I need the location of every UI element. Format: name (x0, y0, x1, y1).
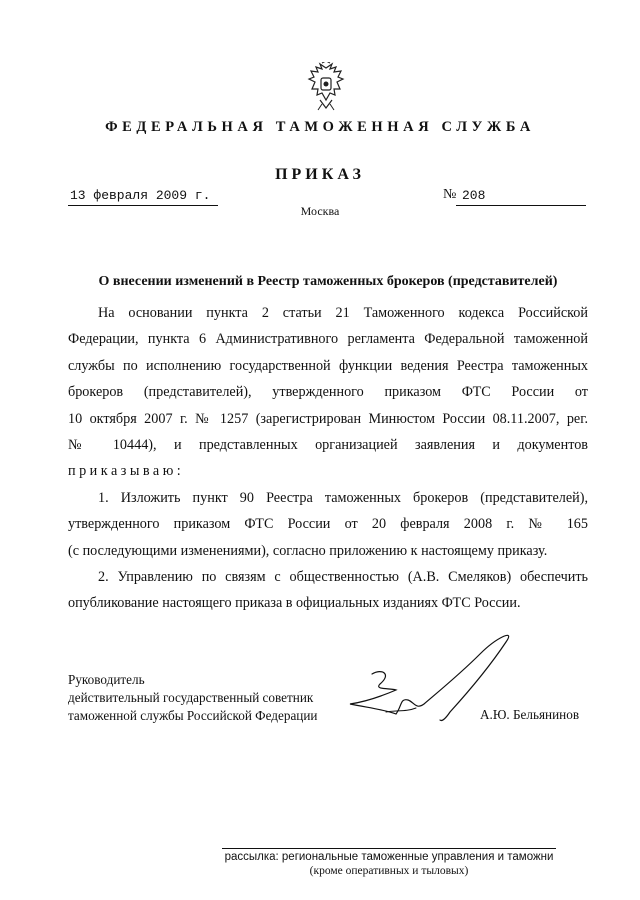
mailing-list-line-2: (кроме оперативных и тыловых) (309, 865, 469, 877)
signature-title-line-1: Руководитель (68, 672, 145, 687)
body-line: опубликование настоящего приказа в официальных изданиях ФТС России. (68, 595, 521, 611)
body-line: брокеров (представителей), утвержденного приказом ФТС России от (68, 384, 588, 400)
body-line: 10 октября 2007 г. № 1257 (зарегистрирован Минюстом России 08.11.2007, рег. (68, 411, 588, 427)
signer-name: А.Ю. Бельянинов (480, 707, 580, 722)
body-line: службы по исполнению государственной функции ведения Реестра таможенных (68, 358, 588, 374)
agency-name: ФЕДЕРАЛЬНАЯ ТАМОЖЕННАЯ СЛУЖБА (105, 119, 535, 135)
body-line: (с последующими изменениями), согласно приложению к настоящему приказу. (68, 543, 548, 559)
body-line: утвержденного приказом ФТС России от 20 февраля 2008 г. № 165 (68, 516, 588, 532)
body-line: На основании пункта 2 статьи 21 Таможенного кодекса Российской (98, 305, 588, 321)
signature-title-line-3: таможенной службы Российской Федерации (68, 708, 318, 723)
coat-of-arms-emblem (306, 62, 346, 114)
document-type: ПРИКАЗ (275, 166, 365, 183)
body-line-order-word: приказываю: (68, 463, 185, 479)
number-sign: № (443, 187, 457, 202)
signature-title-line-2: действительный государственный советник (68, 690, 314, 705)
document-title: О внесении изменений в Реестр таможенных брокеров (представителей) (98, 274, 558, 289)
document-number: 208 (462, 188, 486, 203)
mailing-list-line-1: рассылка: региональные таможенные управления и таможни (224, 851, 554, 863)
body-line: № 10444), и представленных организацией заявления и документов (68, 437, 588, 453)
mailing-divider (222, 848, 556, 849)
body-line: Федерации, пункта 6 Административного регламента Федеральной таможенной (68, 331, 588, 347)
body-line: 1. Изложить пункт 90 Реестра таможенных брокеров (представителей), (98, 490, 588, 506)
handwritten-signature (320, 628, 530, 728)
document-city: Москва (300, 204, 340, 218)
body-line: 2. Управлению по связям с общественностью (А.В. Смеляков) обеспечить (98, 569, 588, 585)
document-date: 13 февраля 2009 г. (70, 188, 211, 203)
